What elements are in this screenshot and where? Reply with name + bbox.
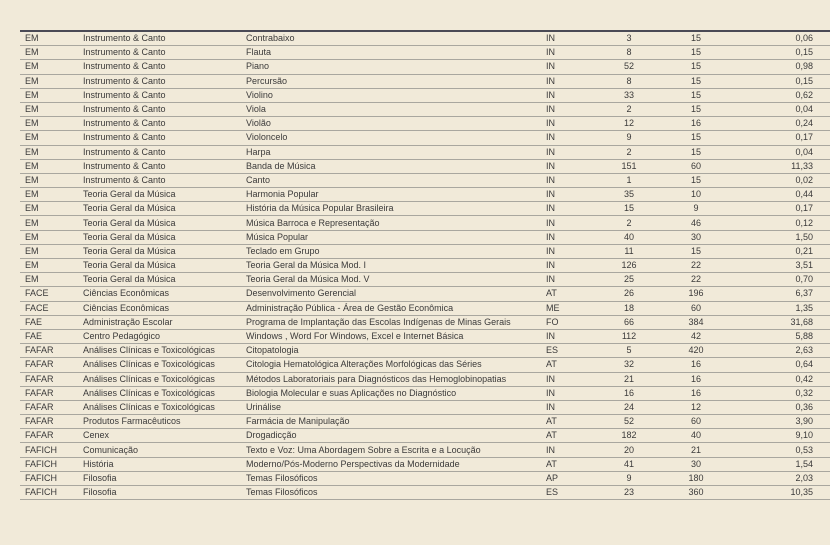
department-cell: Instrumento & Canto [83,102,246,116]
enrolled-cell: 25 [594,273,664,287]
unit-cell: FAFAR [20,358,83,372]
hours-cell: 30 [664,457,728,471]
department-cell: Teoria Geral da Música [83,216,246,230]
table-row [20,230,830,244]
table-row [20,344,830,358]
table-row [20,329,830,343]
type-cell: AT [546,415,594,429]
course-cell: Flauta [246,46,546,60]
enrolled-cell: 26 [594,287,664,301]
table-row [20,216,830,230]
unit-cell: EM [20,202,83,216]
unit-cell: EM [20,188,83,202]
table-row [20,145,830,159]
hours-cell: 22 [664,273,728,287]
hours-cell: 40 [664,429,728,443]
unit-cell: EM [20,88,83,102]
unit-cell: FAFAR [20,429,83,443]
type-cell: AT [546,429,594,443]
table-row [20,159,830,173]
table-row [20,457,830,471]
course-cell: Administração Pública - Área de Gestão Econômica [246,301,546,315]
unit-cell: EM [20,145,83,159]
unit-cell: FAFAR [20,415,83,429]
value-cell: 5,88 [728,329,830,343]
type-cell: IN [546,159,594,173]
value-cell: 1,50 [728,230,830,244]
enrolled-cell: 18 [594,301,664,315]
hours-cell: 9 [664,202,728,216]
course-cell: Música Popular [246,230,546,244]
table-row [20,244,830,258]
value-cell: 0,12 [728,216,830,230]
enrolled-cell: 2 [594,216,664,230]
table-row [20,88,830,102]
department-cell: Filosofia [83,471,246,485]
hours-cell: 21 [664,443,728,457]
value-cell: 3,51 [728,259,830,273]
hours-cell: 12 [664,400,728,414]
course-cell: Farmácia de Manipulação [246,415,546,429]
type-cell: IN [546,74,594,88]
value-cell: 3,90 [728,415,830,429]
type-cell: ES [546,486,594,500]
table-row [20,131,830,145]
enrolled-cell: 182 [594,429,664,443]
type-cell: IN [546,202,594,216]
unit-cell: EM [20,273,83,287]
course-cell: Harpa [246,145,546,159]
department-cell: Administração Escolar [83,315,246,329]
hours-cell: 180 [664,471,728,485]
table-row [20,60,830,74]
enrolled-cell: 15 [594,202,664,216]
unit-cell: EM [20,244,83,258]
department-cell: Comunicação [83,443,246,457]
hours-cell: 60 [664,301,728,315]
course-cell: Temas Filosóficos [246,486,546,500]
unit-cell: FACE [20,287,83,301]
enrolled-cell: 126 [594,259,664,273]
unit-cell: EM [20,173,83,187]
enrolled-cell: 8 [594,74,664,88]
table-row [20,443,830,457]
type-cell: IN [546,131,594,145]
unit-cell: EM [20,117,83,131]
enrolled-cell: 32 [594,358,664,372]
table-row [20,188,830,202]
course-cell: Harmonia Popular [246,188,546,202]
department-cell: Instrumento & Canto [83,159,246,173]
value-cell: 31,68 [728,315,830,329]
value-cell: 2,63 [728,344,830,358]
type-cell: IN [546,188,594,202]
type-cell: AT [546,358,594,372]
enrolled-cell: 33 [594,88,664,102]
department-cell: Teoria Geral da Música [83,244,246,258]
department-cell: Ciências Econômicas [83,301,246,315]
enrolled-cell: 8 [594,46,664,60]
department-cell: Instrumento & Canto [83,145,246,159]
course-cell: Violão [246,117,546,131]
department-cell: Instrumento & Canto [83,117,246,131]
unit-cell: EM [20,159,83,173]
unit-cell: EM [20,31,83,46]
enrolled-cell: 21 [594,372,664,386]
unit-cell: FAFICH [20,443,83,457]
unit-cell: EM [20,102,83,116]
type-cell: IN [546,230,594,244]
course-cell: Música Barroca e Representação [246,216,546,230]
type-cell: IN [546,31,594,46]
hours-cell: 15 [664,173,728,187]
unit-cell: EM [20,216,83,230]
type-cell: ME [546,301,594,315]
value-cell: 9,10 [728,429,830,443]
enrolled-cell: 20 [594,443,664,457]
table-row [20,173,830,187]
value-cell: 0,17 [728,202,830,216]
type-cell: AT [546,457,594,471]
hours-cell: 60 [664,415,728,429]
type-cell: IN [546,443,594,457]
type-cell: AT [546,287,594,301]
enrolled-cell: 52 [594,415,664,429]
table-row [20,400,830,414]
department-cell: Teoria Geral da Música [83,230,246,244]
table-row [20,386,830,400]
hours-cell: 15 [664,60,728,74]
hours-cell: 60 [664,159,728,173]
hours-cell: 15 [664,46,728,60]
type-cell: IN [546,145,594,159]
course-cell: Moderno/Pós-Moderno Perspectivas da Modernidade [246,457,546,471]
department-cell: Instrumento & Canto [83,173,246,187]
type-cell: IN [546,88,594,102]
hours-cell: 196 [664,287,728,301]
table-row [20,273,830,287]
table-row [20,102,830,116]
table-row [20,259,830,273]
table-row [20,372,830,386]
table-row [20,471,830,485]
value-cell: 0,15 [728,46,830,60]
department-cell: Teoria Geral da Música [83,188,246,202]
enrolled-cell: 52 [594,60,664,74]
department-cell: Teoria Geral da Música [83,202,246,216]
enrolled-cell: 35 [594,188,664,202]
value-cell: 0,02 [728,173,830,187]
courses-table-body [20,31,830,500]
unit-cell: FAFAR [20,400,83,414]
hours-cell: 30 [664,230,728,244]
value-cell: 6,37 [728,287,830,301]
enrolled-cell: 9 [594,471,664,485]
course-cell: Texto e Voz: Uma Abordagem Sobre a Escrita e a Locução [246,443,546,457]
type-cell: IN [546,102,594,116]
enrolled-cell: 112 [594,329,664,343]
type-cell: IN [546,216,594,230]
department-cell: Análises Clínicas e Toxicológicas [83,400,246,414]
enrolled-cell: 151 [594,159,664,173]
department-cell: Análises Clínicas e Toxicológicas [83,372,246,386]
hours-cell: 15 [664,131,728,145]
course-cell: Windows , Word For Windows, Excel e Internet Básica [246,329,546,343]
table-row [20,358,830,372]
department-cell: Análises Clínicas e Toxicológicas [83,386,246,400]
course-cell: Citopatologia [246,344,546,358]
hours-cell: 16 [664,372,728,386]
value-cell: 0,21 [728,244,830,258]
value-cell: 0,44 [728,188,830,202]
department-cell: Instrumento & Canto [83,88,246,102]
type-cell: IN [546,273,594,287]
hours-cell: 16 [664,386,728,400]
hours-cell: 15 [664,74,728,88]
value-cell: 0,17 [728,131,830,145]
value-cell: 0,04 [728,145,830,159]
unit-cell: FAFICH [20,471,83,485]
course-cell: Temas Filosóficos [246,471,546,485]
hours-cell: 10 [664,188,728,202]
department-cell: Instrumento & Canto [83,31,246,46]
course-cell: História da Música Popular Brasileira [246,202,546,216]
value-cell: 0,53 [728,443,830,457]
course-cell: Piano [246,60,546,74]
courses-table [20,30,830,500]
value-cell: 2,03 [728,471,830,485]
type-cell: FO [546,315,594,329]
course-cell: Biologia Molecular e suas Aplicações no Diagnóstico [246,386,546,400]
type-cell: IN [546,173,594,187]
unit-cell: FAE [20,315,83,329]
course-cell: Teoria Geral da Música Mod. V [246,273,546,287]
department-cell: Instrumento & Canto [83,46,246,60]
enrolled-cell: 2 [594,145,664,159]
unit-cell: FAFAR [20,386,83,400]
enrolled-cell: 1 [594,173,664,187]
department-cell: Ciências Econômicas [83,287,246,301]
value-cell: 0,04 [728,102,830,116]
course-cell: Percursão [246,74,546,88]
enrolled-cell: 2 [594,102,664,116]
course-cell: Programa de Implantação das Escolas Indígenas de Minas Gerais [246,315,546,329]
unit-cell: FAFAR [20,372,83,386]
type-cell: IN [546,400,594,414]
course-cell: Métodos Laboratoriais para Diagnósticos das Hemoglobinopatias [246,372,546,386]
enrolled-cell: 23 [594,486,664,500]
unit-cell: EM [20,230,83,244]
unit-cell: FAFICH [20,486,83,500]
hours-cell: 22 [664,259,728,273]
enrolled-cell: 41 [594,457,664,471]
value-cell: 0,42 [728,372,830,386]
value-cell: 11,33 [728,159,830,173]
type-cell: IN [546,259,594,273]
enrolled-cell: 66 [594,315,664,329]
enrolled-cell: 5 [594,344,664,358]
hours-cell: 420 [664,344,728,358]
hours-cell: 15 [664,145,728,159]
unit-cell: EM [20,131,83,145]
value-cell: 0,06 [728,31,830,46]
unit-cell: FAFAR [20,344,83,358]
value-cell: 10,35 [728,486,830,500]
type-cell: IN [546,117,594,131]
course-cell: Banda de Música [246,159,546,173]
hours-cell: 384 [664,315,728,329]
hours-cell: 15 [664,102,728,116]
table-row [20,117,830,131]
department-cell: Teoria Geral da Música [83,259,246,273]
hours-cell: 46 [664,216,728,230]
type-cell: IN [546,329,594,343]
course-cell: Desenvolvimento Gerencial [246,287,546,301]
department-cell: Cenex [83,429,246,443]
unit-cell: EM [20,259,83,273]
value-cell: 0,70 [728,273,830,287]
enrolled-cell: 12 [594,117,664,131]
unit-cell: FAE [20,329,83,343]
hours-cell: 16 [664,358,728,372]
course-cell: Violoncelo [246,131,546,145]
value-cell: 1,54 [728,457,830,471]
type-cell: AP [546,471,594,485]
table-row [20,301,830,315]
type-cell: IN [546,46,594,60]
table-row [20,429,830,443]
course-cell: Viola [246,102,546,116]
course-cell: Teoria Geral da Música Mod. I [246,259,546,273]
table-row [20,287,830,301]
course-cell: Teclado em Grupo [246,244,546,258]
table-row [20,486,830,500]
department-cell: Teoria Geral da Música [83,273,246,287]
course-cell: Citologia Hematológica Alterações Morfológicas das Séries [246,358,546,372]
hours-cell: 360 [664,486,728,500]
unit-cell: EM [20,60,83,74]
unit-cell: EM [20,46,83,60]
value-cell: 0,24 [728,117,830,131]
value-cell: 0,98 [728,60,830,74]
department-cell: Filosofia [83,486,246,500]
hours-cell: 15 [664,244,728,258]
enrolled-cell: 11 [594,244,664,258]
table-row [20,415,830,429]
department-cell: Instrumento & Canto [83,74,246,88]
department-cell: Análises Clínicas e Toxicológicas [83,358,246,372]
type-cell: IN [546,244,594,258]
department-cell: Centro Pedagógico [83,329,246,343]
department-cell: História [83,457,246,471]
table-row [20,74,830,88]
course-cell: Canto [246,173,546,187]
table-row [20,46,830,60]
course-cell: Contrabaixo [246,31,546,46]
table-row [20,202,830,216]
value-cell: 0,15 [728,74,830,88]
unit-cell: EM [20,74,83,88]
hours-cell: 16 [664,117,728,131]
department-cell: Instrumento & Canto [83,131,246,145]
department-cell: Produtos Farmacêuticos [83,415,246,429]
enrolled-cell: 3 [594,31,664,46]
enrolled-cell: 16 [594,386,664,400]
course-cell: Drogadicção [246,429,546,443]
department-cell: Análises Clínicas e Toxicológicas [83,344,246,358]
enrolled-cell: 9 [594,131,664,145]
hours-cell: 42 [664,329,728,343]
department-cell: Instrumento & Canto [83,60,246,74]
value-cell: 0,36 [728,400,830,414]
course-cell: Violino [246,88,546,102]
value-cell: 0,62 [728,88,830,102]
enrolled-cell: 40 [594,230,664,244]
type-cell: IN [546,386,594,400]
value-cell: 1,35 [728,301,830,315]
enrolled-cell: 24 [594,400,664,414]
value-cell: 0,64 [728,358,830,372]
table-row [20,315,830,329]
value-cell: 0,32 [728,386,830,400]
type-cell: IN [546,372,594,386]
unit-cell: FACE [20,301,83,315]
unit-cell: FAFICH [20,457,83,471]
table-row [20,31,830,46]
hours-cell: 15 [664,88,728,102]
type-cell: ES [546,344,594,358]
type-cell: IN [546,60,594,74]
hours-cell: 15 [664,31,728,46]
course-cell: Urinálise [246,400,546,414]
